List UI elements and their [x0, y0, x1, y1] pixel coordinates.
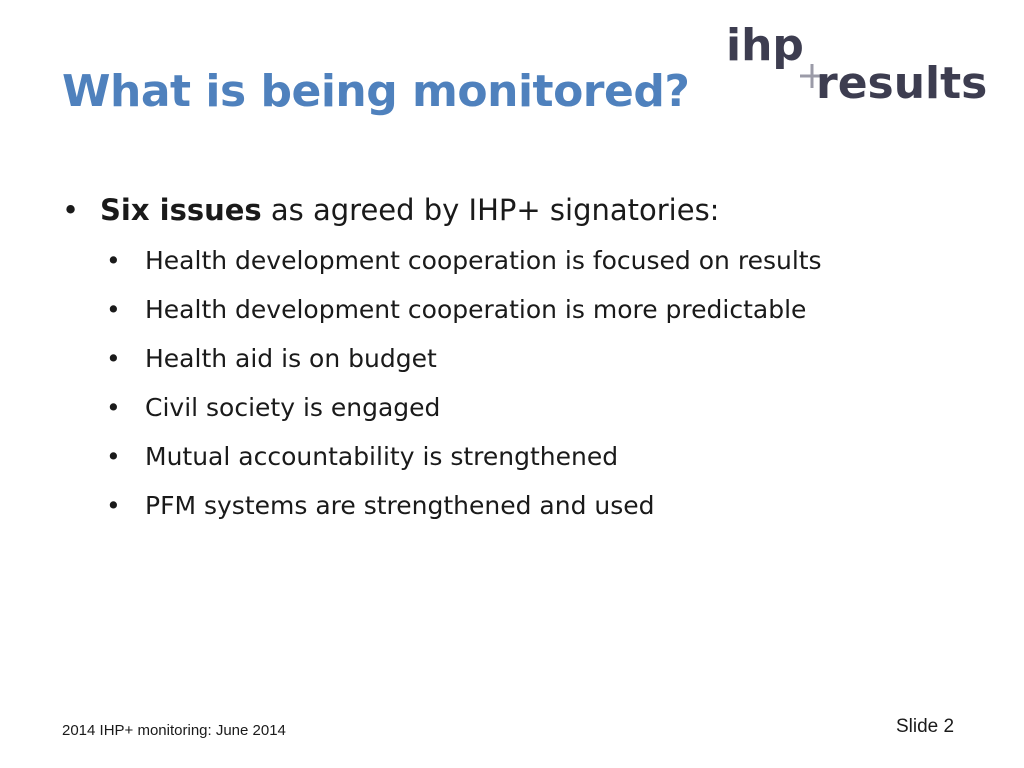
bullet-dot: •: [62, 193, 80, 227]
sub-bullet: [62, 432, 982, 481]
ihp-results-logo-graphic: [726, 22, 998, 108]
slide-title: What is being monitored?: [62, 66, 690, 117]
logo-text-results: results: [816, 58, 988, 108]
main-bullet-text: as agreed by IHP+ signatories:: [261, 193, 720, 227]
bullet-dot: •: [106, 491, 121, 520]
logo-text-ihp: ihp: [726, 22, 804, 71]
sub-bullet-text: PFM systems are strengthened and used: [145, 491, 655, 520]
bullet-dot: •: [106, 295, 121, 324]
sub-bullet: [62, 383, 982, 432]
footer-caption: 2014 IHP+ monitoring: June 2014: [62, 722, 286, 739]
sub-bullet: [62, 236, 982, 285]
sub-bullet: [62, 481, 982, 530]
main-bullet-bold: Six issues: [100, 193, 262, 227]
sub-bullet-text: Health development cooperation is more predictable: [145, 295, 807, 324]
sub-bullet-text: Health aid is on budget: [145, 344, 437, 373]
sub-bullet: [62, 285, 982, 334]
bullet-list: [62, 188, 982, 530]
sub-bullet-text: Health development cooperation is focused on results: [145, 246, 822, 275]
slide-number: Slide 2: [896, 716, 955, 737]
sub-bullet: [62, 334, 982, 383]
bullet-dot: •: [106, 442, 121, 471]
bullet-dot: •: [106, 246, 121, 275]
ihp-results-logo: [726, 22, 998, 108]
bullet-dot: •: [106, 393, 121, 422]
bullet-dot: •: [106, 344, 121, 373]
sub-bullet-text: Mutual accountability is strengthened: [145, 442, 619, 471]
sub-bullet-text: Civil society is engaged: [145, 393, 441, 422]
main-bullet: [62, 188, 982, 530]
sub-bullet-list: [100, 236, 982, 530]
